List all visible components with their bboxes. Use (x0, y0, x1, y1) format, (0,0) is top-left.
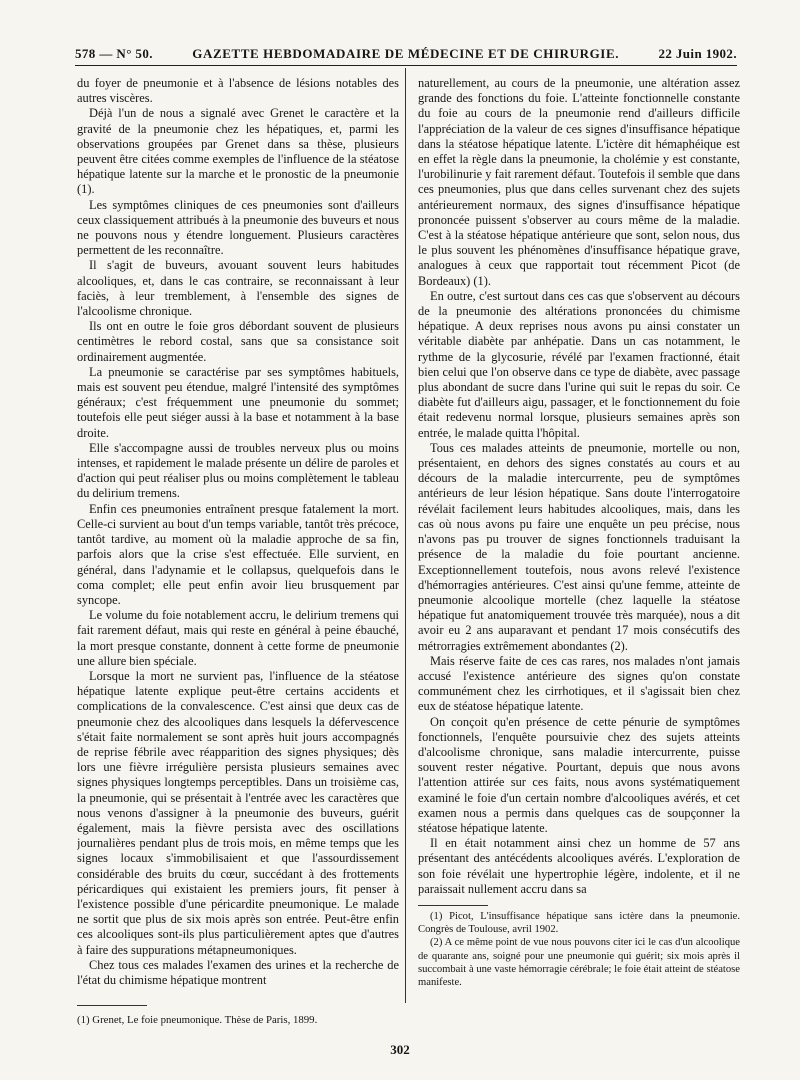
page-number: 302 (390, 1042, 410, 1057)
paragraph: Déjà l'un de nous a signalé avec Grenet le caractère et la gravité de la pneumonie chez les hépatiques, et, parmi les observations groupées par Grenet dans sa thèse, plusieurs peuvent être citées comme exemples de l'influence de la stéatose hépatique latente sur la marche et le pronostic de la pneumonie (1). (77, 106, 399, 197)
paragraph: Enfin ces pneumonies entraînent presque fatalement la mort. Celle-ci survient au bout d'un temps variable, tantôt très précoce, tantôt tardive, au moment où la maladie approche de sa fin, parfois alors que la crise s'est effectuée. Elle survient, en général, dans l'adynamie et le collapsus, quelquefois dans le coma complet; elle peut enfin avoir lieu brusquement par syncope. (77, 501, 399, 607)
footnote-rule (418, 905, 488, 906)
header-date: 22 Juin 1902. (658, 46, 737, 61)
header-journal-title: GAZETTE HEBDOMADAIRE DE MÉDECINE ET DE CHIRURGIE. (192, 46, 620, 61)
paragraph: Elle s'accompagne aussi de troubles nerveux plus ou moins intenses, et rapidement le malade présente un délire de paroles et d'action qui peut réaliser plus ou moins complètement le tableau du delirium tremens. (77, 440, 399, 501)
paragraph: La pneumonie se caractérise par ses symptômes habituels, mais est souvent peu étendue, malgré l'intensité des symptômes généraux; c'est fréquemment une pneumonie du sommet; toutefois elle peut siéger aussi à la base et notamment à la base droite. (77, 364, 399, 440)
right-column (418, 76, 740, 1036)
paragraph: Il en était notamment ainsi chez un homme de 57 ans présentant des antécédents alcooliques avérés. L'exploration de son foie révélait une hypertrophie légère, indolente, et il ne paraissait nullement accru dans sa (418, 836, 740, 896)
paragraph: Chez tous ces malades l'examen des urines et la recherche de l'état du chimisme hépatique montrent (77, 957, 399, 987)
paragraph: Tous ces malades atteints de pneumonie, mortelle ou non, présentaient, en dehors des signes constatés au cours et au décours de la maladie intercurrente, peu de symptômes antérieurs de leur lésion hépatique. Sans doute l'interrogatoire révélait facilement leurs habitudes alcooliques, mais, dans les cas où nous avons pu faire une enquête un peu précise, nous n'avons pas pu trouver de signes fonctionnels traduisant la présence de la maladie du foie pourtant ancienne. Exceptionnellement toutefois, nous avons relevé l'existence d'hémorragies antérieures. C'est ainsi qu'une femme, atteinte de pneumonie alcoolique mortelle (chez laquelle la stéatose hépatique fut anatomiquement trouvée très marquée), nous a dit avoir eu 2 ans auparavant et pendant 17 mois consécutifs des métrorragies extrêmement abondantes (2). (418, 440, 740, 653)
paragraph: du foyer de pneumonie et à l'absence de lésions notables des autres viscères. (77, 76, 399, 106)
footnote: (1) Picot, L'insuffisance hépatique sans ictère dans la pneumonie. Congrès de Toulouse, avril 1902. (418, 910, 740, 936)
column-divider (405, 68, 406, 1003)
paragraph: En outre, c'est surtout dans ces cas que s'observent au décours de la pneumonie des altérations prononcées du chimisme hépatique. A deux reprises nous avons pu ainsi constater un véritable diabète par anhépatie. Dans un cas notamment, le rythme de la glycosurie, révélé par l'examen fractionné, était bien celui que l'on observe dans ce type de diabète, avec passage plus abondant de sucre dans l'urine qui suit le repas du soir. Ce diabète fut d'ailleurs aigu, passager, et le fonctionnement du foie était redevenu normal lorsque, plusieurs semaines après son entrée, le malade quitta l'hôpital. (418, 288, 740, 440)
paragraph: Mais réserve faite de ces cas rares, nos malades n'ont jamais accusé l'existence antérieure des signes qu'on constate communément chez les cirrhotiques, et il s'agissait bien chez eux de stéatose hépatique latente. (418, 653, 740, 714)
running-header (75, 40, 737, 66)
footnote-rule (77, 1005, 147, 1006)
paragraph: Les symptômes cliniques de ces pneumonies sont d'ailleurs ceux classiquement attribués à la pneumonie des buveurs et nous ne pouvons nous y étendre longuement. Plusieurs caractères permettent de les reconnaître. (77, 197, 399, 258)
header-issue: 578 — N° 50. (75, 46, 153, 61)
paragraph: Le volume du foie notablement accru, le delirium tremens qui fait rarement défaut, mais qui reste en général à peine ébauché, la mort presque constante, donnent à cette forme de pneumonie une allure bien spéciale. (77, 608, 399, 668)
footnote: (1) Grenet, Le foie pneumonique. Thèse de Paris, 1899. (77, 1014, 318, 1026)
footnote: (2) A ce même point de vue nous pouvons citer ici le cas d'un alcoolique de quarante ans, soigné pour une pneumonie qui guérit; six mois après il succombait à une vaste hémorragie cérébrale; le foie était atteint de stéatose manifeste. (418, 937, 740, 988)
paragraph: Il s'agit de buveurs, avouant souvent leurs habitudes alcooliques, et, dans le cas contraire, se reconnaissant à leur faciès, à leur tremblement, à l'ensemble des signes de l'alcoolisme chronique. (77, 258, 399, 319)
paragraph: naturellement, au cours de la pneumonie, une altération assez grande des fonctions du foie. L'atteinte fonctionnelle constante du foie au cours de la pneumonie rend d'ailleurs difficile l'appréciation de la valeur de ces signes d'insuffisance hépatique dans la stéatose hépatique latente. L'ictère dit hémaphéique est en effet la règle dans la pneumonie, la cholémie y est constante, l'urobilinurie y fait rarement défaut. Toutefois il semble que dans ces pneumonies, plus que dans celles survenant chez des sujets antérieurement normaux, des signes d'insuffisance hépatique prononcée puissent s'observer au cours même de la maladie. C'est à la stéatose hépatique antérieure que sont, selon nous, dus le plus souvent les phénomènes d'insuffisance hépatique grave, analogues à ceux que rapportait tout récemment Picot (de Bordeaux) (1). (418, 76, 740, 288)
paragraph: Lorsque la mort ne survient pas, l'influence de la stéatose hépatique latente explique peut-être certains accidents et complications de la convalescence. C'est ainsi que deux cas de pneumonie chez des alcooliques dans lesquels la défervescence s'était faite normalement se sont après huit jours accompagnés de reprise fébrile avec réapparition des signes physiques; dès lors une fièvre irrégulière persista plusieurs semaines avec signes physiques longtemps perceptibles. Dans un troisième cas, la pneumonie, qui se présentait à l'entrée avec les caractères que nous venons d'assigner à la pneumonie des buveurs, guérit également, mais la fièvre persista avec des oscillations journalières pendant plus de trois mois, en même temps que les signes locaux s'immobilisaient et que l'assourdissement considérable des bruits du cœur, succédant à des frottements péricardiques qui existaient les premiers jours, fit penser à l'existence possible d'une péricardite pneumonique. Le malade ne sortit que plus de six mois après son entrée. Peut-être enfin ces alcooliques sont-ils plus particulièrement aptes que d'autres à faire des suppurations métapneumoniques. (77, 668, 399, 957)
paragraph: Ils ont en outre le foie gros débordant souvent de plusieurs centimètres le rebord costal, sans que sa consistance soit ordinairement augmentée. (77, 319, 399, 364)
paragraph: On conçoit qu'en présence de cette pénurie de symptômes fonctionnels, l'enquête poursuivie chez des sujets atteints d'alcoolisme chronique, sans maladie intercurrente, puisse souvent rester négative. Pourtant, depuis que nous avons l'attention attirée sur ces faits, nous avons systématiquement examiné le foie d'un certain nombre d'alcooliques avérés, et cet examen nous a permis dans quelques cas de soupçonner la stéatose hépatique latente. (418, 714, 740, 835)
left-column (77, 76, 399, 1006)
